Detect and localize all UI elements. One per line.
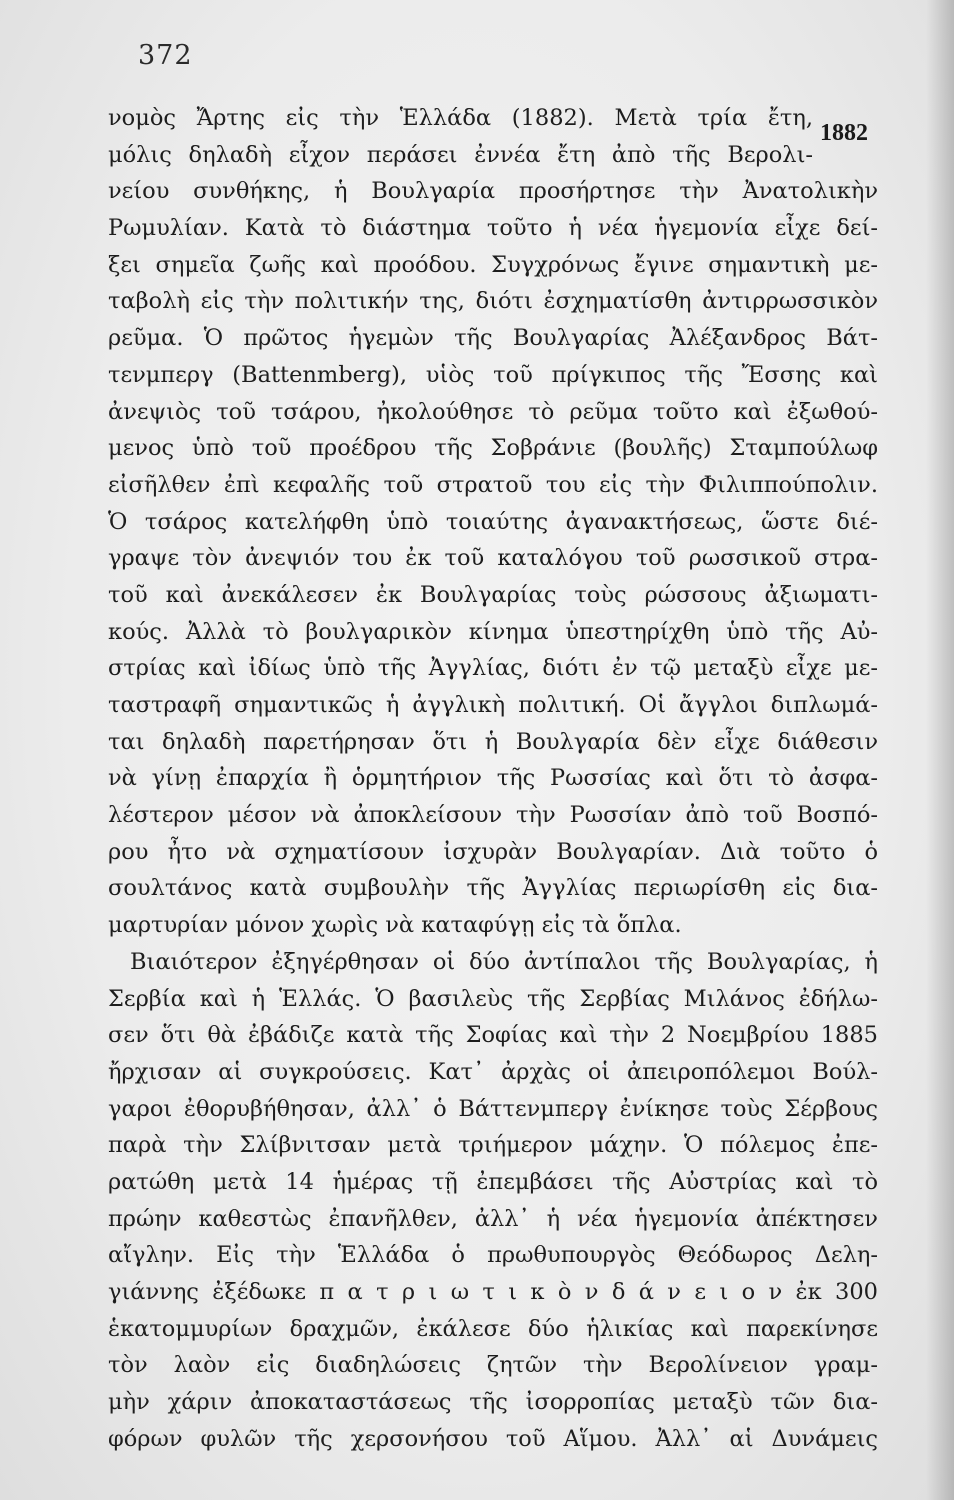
text-line: σουλτάνος κατὰ συμβουλὴν τῆς Ἀγγλίας περιωρίσθη εἰς δια- bbox=[108, 875, 878, 902]
text-line: κούς. Ἀλλὰ τὸ βουλγαρικὸν κίνημα ὑπεστηρίχθη ὑπὸ τῆς Αὐ- bbox=[108, 618, 878, 645]
text-line: παρὰ τὴν Σλίβνιτσαν μετὰ τριήμερον μάχην. Ὁ πόλεμος ἐπε- bbox=[108, 1132, 878, 1159]
margin-year-note: 1882 bbox=[820, 120, 868, 146]
text-line: ταβολὴ εἰς τὴν πολιτικήν της, διότι ἐσχηματίσθη ἀντιρρωσσικὸν bbox=[108, 288, 878, 315]
text-line: σεν ὅτι θὰ ἐβάδιζε κατὰ τῆς Σοφίας καὶ τὴν 2 Νοεμβρίου 1885 bbox=[108, 1022, 878, 1049]
text-line: νὰ γίνῃ ἐπαρχία ἢ ὁρμητήριον τῆς Ρωσσίας καὶ ὅτι τὸ ἀσφα- bbox=[108, 765, 878, 792]
text-line: τὸν λαὸν εἰς διαδηλώσεις ζητῶν τὴν Βερολίνειον γραμ- bbox=[108, 1352, 878, 1379]
text-line: λέστερον μέσον νὰ ἀποκλείσουν τὴν Ρωσσίαν ἀπὸ τοῦ Βοσπό- bbox=[108, 802, 878, 829]
text-line: εἰσῆλθεν ἐπὶ κεφαλῆς τοῦ στρατοῦ του εἰς τὴν Φιλιππούπολιν. bbox=[108, 471, 878, 498]
text-line: ἀνεψιὸς τοῦ τσάρου, ἠκολούθησε τὸ ρεῦμα τοῦτο καὶ ἐξωθού- bbox=[108, 398, 878, 425]
text-line: μόλις δηλαδὴ εἶχον περάσει ἐννέα ἔτη ἀπὸ τῆς Βερολι- bbox=[108, 141, 813, 168]
text-line: στρίας καὶ ἰδίως ὑπὸ τῆς Ἀγγλίας, διότι ἐν τῷ μεταξὺ εἶχε με- bbox=[108, 655, 878, 682]
text-line: ρατώθη μετὰ 14 ἡμέρας τῇ ἐπεμβάσει τῆς Αὐστρίας καὶ τὸ bbox=[108, 1168, 878, 1195]
text-line: ρου ἦτο νὰ σχηματίσουν ἰσχυρὰν Βουλγαρίαν. Διὰ τοῦτο ὁ bbox=[108, 838, 878, 865]
text-line: γαροι ἐθορυβήθησαν, ἀλλ᾽ ὁ Βάττενμπεργ ἐνίκησε τοὺς Σέρβους bbox=[108, 1095, 878, 1122]
text-line: Σερβία καὶ ἡ Ἑλλάς. Ὁ βασιλεὺς τῆς Σερβίας Μιλάνος ἐδήλω- bbox=[108, 985, 878, 1012]
text-line: ρεῦμα. Ὁ πρῶτος ἡγεμὼν τῆς Βουλγαρίας Ἀλέξανδρος Βάτ- bbox=[108, 325, 878, 352]
text-line: γραψε τὸν ἀνεψιόν του ἐκ τοῦ καταλόγου τοῦ ρωσσικοῦ στρα- bbox=[108, 545, 878, 572]
text-line: τενμπεργ (Battenmberg), υἱὸς τοῦ πρίγκιπος τῆς Ἔσσης καὶ bbox=[108, 361, 878, 388]
text-line: μενος ὑπὸ τοῦ προέδρου τῆς Σοβράνιε (βουλῆς) Σταμπούλωφ bbox=[108, 435, 878, 462]
page-number: 372 bbox=[138, 40, 193, 71]
text-line: ἑκατομμυρίων δραχμῶν, ἐκάλεσε δύο ἡλικίας καὶ παρεκίνησε bbox=[108, 1315, 878, 1342]
page-edge-shadow bbox=[926, 0, 954, 1500]
text-line: Ρωμυλίαν. Κατὰ τὸ διάστημα τοῦτο ἡ νέα ἡγεμονία εἶχε δεί- bbox=[108, 215, 878, 242]
text-line: ξει σημεῖα ζωῆς καὶ προόδου. Συγχρόνως ἔγινε σημαντικὴ με- bbox=[108, 251, 878, 278]
text-line: μαρτυρίαν μόνον χωρὶς νὰ καταφύγῃ εἰς τὰ ὅπλα. bbox=[108, 912, 682, 939]
text-line: γιάννης ἐξέδωκε π α τ ρ ι ω τ ι κ ὸ ν δ ά ν ε ι ο ν ἐκ 300 bbox=[108, 1279, 878, 1305]
text-line: μὴν χάριν ἀποκαταστάσεως τῆς ἰσορροπίας μεταξὺ τῶν δια- bbox=[108, 1389, 878, 1416]
text-line: ται δηλαδὴ παρετήρησαν ὅτι ἡ Βουλγαρία δὲν εἶχε διάθεσιν bbox=[108, 728, 878, 755]
text-line: ταστραφῆ σημαντικῶς ἡ ἀγγλικὴ πολιτική. Οἱ ἄγγλοι διπλωμά- bbox=[108, 692, 878, 718]
text-line: Ὁ τσάρος κατελήφθη ὑπὸ τοιαύτης ἀγανακτήσεως, ὥστε διέ- bbox=[108, 508, 878, 535]
text-line: αἴγλην. Εἰς τὴν Ἑλλάδα ὁ πρωθυπουργὸς Θεόδωρος Δελη- bbox=[108, 1242, 878, 1269]
text-line: ἤρχισαν αἱ συγκρούσεις. Κατ᾽ ἀρχὰς οἱ ἀπειροπόλεμοι Βούλ- bbox=[108, 1058, 878, 1085]
text-line: νείου συνθήκης, ἡ Βουλγαρία προσήρτησε τὴν Ἀνατολικὴν bbox=[108, 178, 878, 205]
text-line: Βιαιότερον ἐξηγέρθησαν οἱ δύο ἀντίπαλοι τῆς Βουλγαρίας, ἡ bbox=[130, 948, 878, 975]
text-line: φόρων φυλῶν τῆς χερσονήσου τοῦ Αἵμου. Ἀλλ᾽ αἱ Δυνάμεις bbox=[108, 1425, 878, 1452]
text-line: πρώην καθεστὼς ἐπανῆλθεν, ἀλλ᾽ ἡ νέα ἡγεμονία ἀπέκτησεν bbox=[108, 1205, 878, 1232]
body-text bbox=[108, 100, 878, 1457]
text-line: νομὸς Ἄρτης εἰς τὴν Ἑλλάδα (1882). Μετὰ τρία ἔτη, bbox=[108, 105, 813, 131]
text-line: τοῦ καὶ ἀνεκάλεσεν ἐκ Βουλγαρίας τοὺς ρώσσους ἀξιωματι- bbox=[108, 581, 878, 608]
